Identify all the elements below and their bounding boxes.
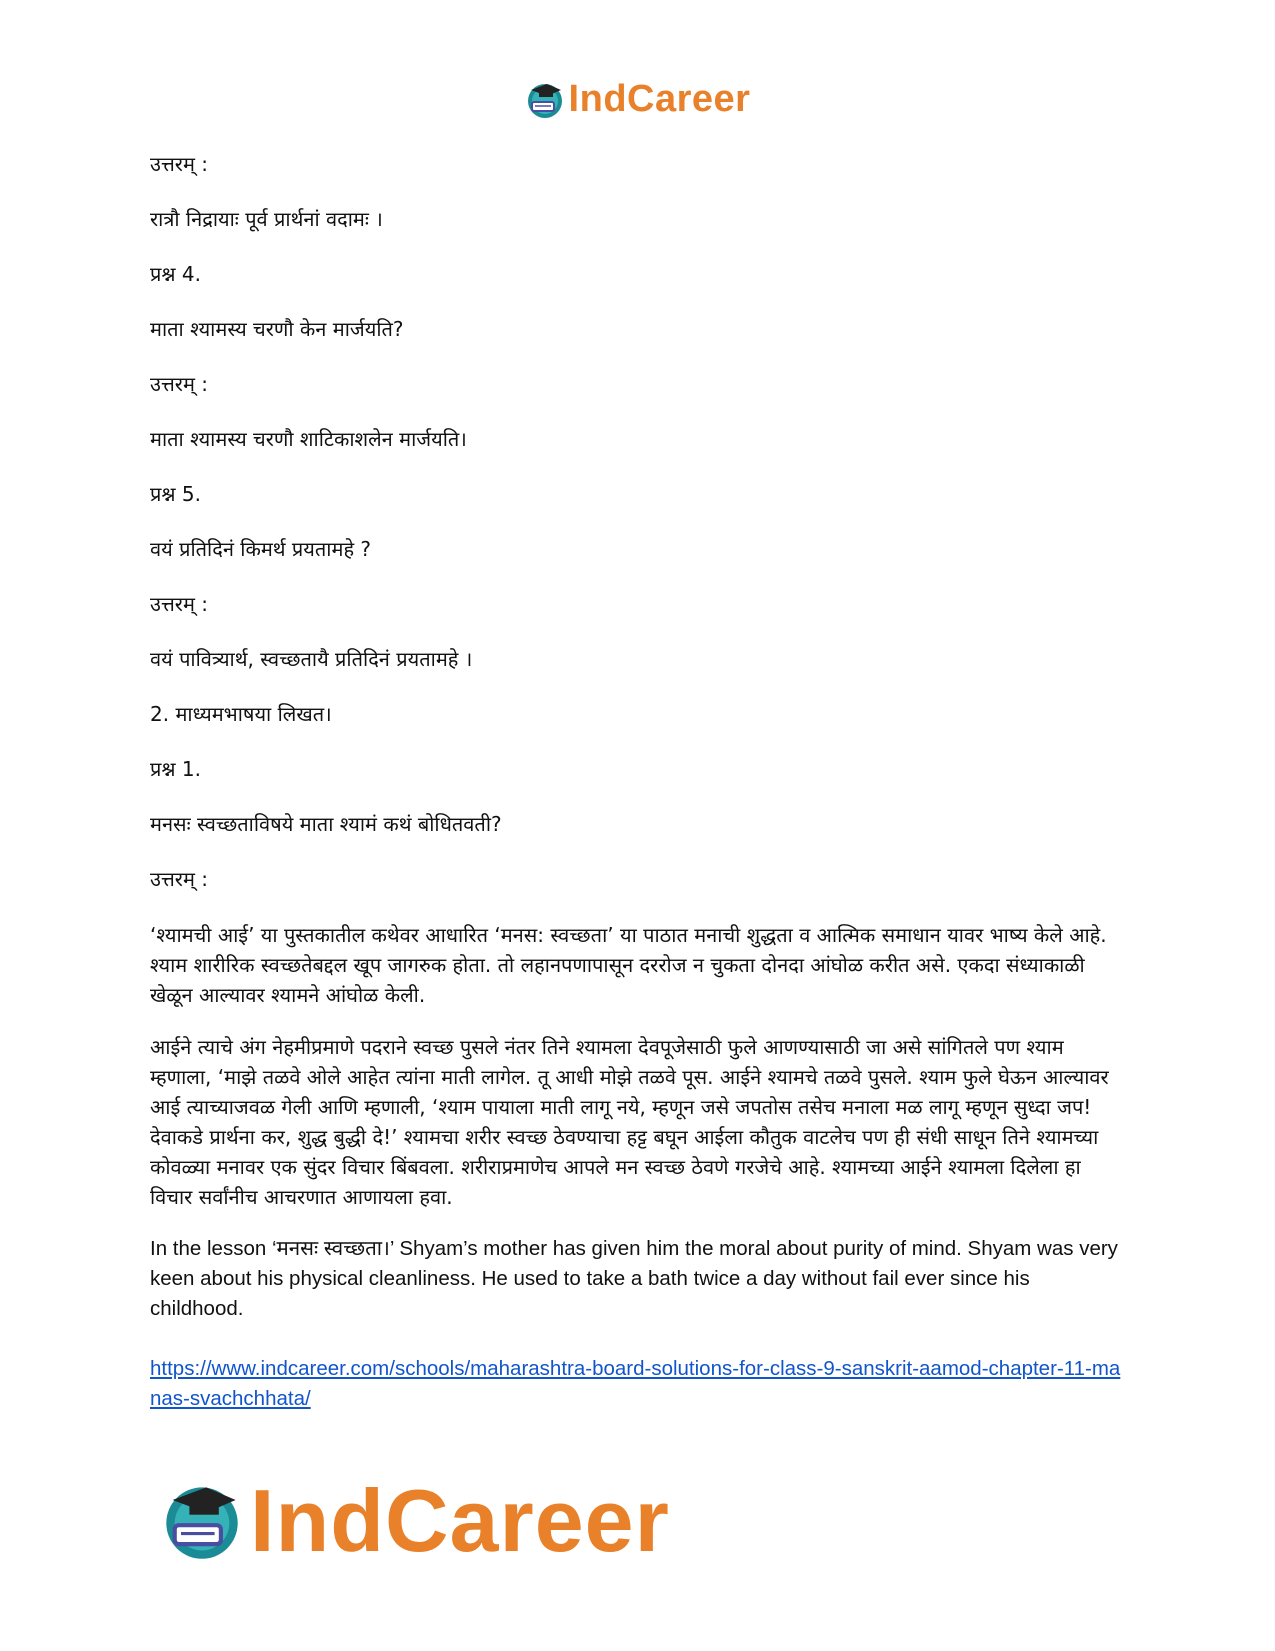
section-heading: 2. माध्यमभाषया लिखत। <box>150 702 332 726</box>
answer-text: रात्रौ निद्रायाः पूर्व प्रार्थनां वदामः । <box>150 207 383 231</box>
marathi-paragraph: आईने त्याचे अंग नेहमीप्रमाणे पदराने स्वच्छ पुसले नंतर तिने श्यामला देवपूजेसाठी फुले आणण्यासाठी जा असे सांगितले पण श्याम म्हणाला, ‘माझे तळवे ओले आहेत त्यांना माती लागेल. तू आधी मोझे तळवे पूस. आईने श्यामचे तळवे पुसले. श्याम फुले घेऊन आल्यावर आई त्याच्याजवळ गेली आणि म्हणाली, ‘श्याम पायाला माती लागू नये, म्हणून जसे जपतोस तसेच मनाला मळ लागू म्हणून सुध्दा जप! देवाकडे प्रार्थना कर, शुद्ध बुद्धी दे!’ श्यामचा शरीर स्वच्छ ठेवण्याचा हट्ट बघून आईला कौतुक वाटलेच पण ही संधी साधून तिने श्यामच्या कोवळ्या मनावर एक सुंदर विचार बिंबवला. शरीराप्रमाणेच आपले मन स्वच्छ ठेवणे गरजेचे आहे. श्यामच्या आईने श्यामला दिलेला हा विचार सर्वांनीच आचरणात आणायला हवा. <box>150 1035 1109 1209</box>
question-text: माता श्यामस्य चरणौ केन मार्जयति? <box>150 317 404 341</box>
document-body <box>150 150 1125 1414</box>
graduation-cap-book-globe-icon <box>160 1479 244 1563</box>
footer-logo[interactable] <box>160 1470 670 1572</box>
question-number: प्रश्न 5. <box>150 482 201 506</box>
graduation-cap-book-globe-icon <box>525 80 565 120</box>
source-link[interactable]: https://www.indcareer.com/schools/maharashtra-board-solutions-for-class-9-sanskrit-aamod-chapter-11-manas-svachchhata/ <box>150 1357 1121 1410</box>
question-text: मनसः स्वच्छताविषये माता श्यामं कथं बोधितवती? <box>150 812 502 836</box>
answer-label: उत्तरम् : <box>150 152 209 176</box>
question-number: प्रश्न 4. <box>150 262 201 286</box>
answer-text: वयं पावित्र्यार्थ, स्वच्छतायै प्रतिदिनं प्रयतामहे । <box>150 647 473 671</box>
answer-text: माता श्यामस्य चरणौ शाटिकाशलेन मार्जयति। <box>150 427 467 451</box>
english-paragraph: In the lesson ‘मनसः स्वच्छता।’ Shyam’s mother has given him the moral about purity of mind. Shyam was very keen about his physical cleanliness. He used to take a bath twice a day without fail ever since his childhood. <box>150 1237 1118 1320</box>
logo-wordmark: IndCareer <box>250 1471 670 1570</box>
header-logo[interactable] <box>0 78 1275 121</box>
answer-label: उत्तरम् : <box>150 592 209 616</box>
answer-label: उत्तरम् : <box>150 372 209 396</box>
marathi-paragraph: ‘श्यामची आई’ या पुस्तकातील कथेवर आधारित ‘मनस: स्वच्छता’ या पाठात मनाची शुद्धता व आत्मिक समाधान यावर भाष्य केले आहे. श्याम शारीरिक स्वच्छतेबद्दल खूप जागरुक होता. तो लहानपणापासून दररोज न चुकता दोनदा आंघोळ करीत असे. एकदा संध्याकाळी खेळून आल्यावर श्यामने आंघोळ केली. <box>150 923 1107 1007</box>
question-text: वयं प्रतिदिनं किमर्थ प्रयतामहे ? <box>150 537 372 561</box>
question-number: प्रश्न 1. <box>150 757 201 781</box>
logo-wordmark: IndCareer <box>568 78 751 120</box>
answer-label: उत्तरम् : <box>150 867 209 891</box>
